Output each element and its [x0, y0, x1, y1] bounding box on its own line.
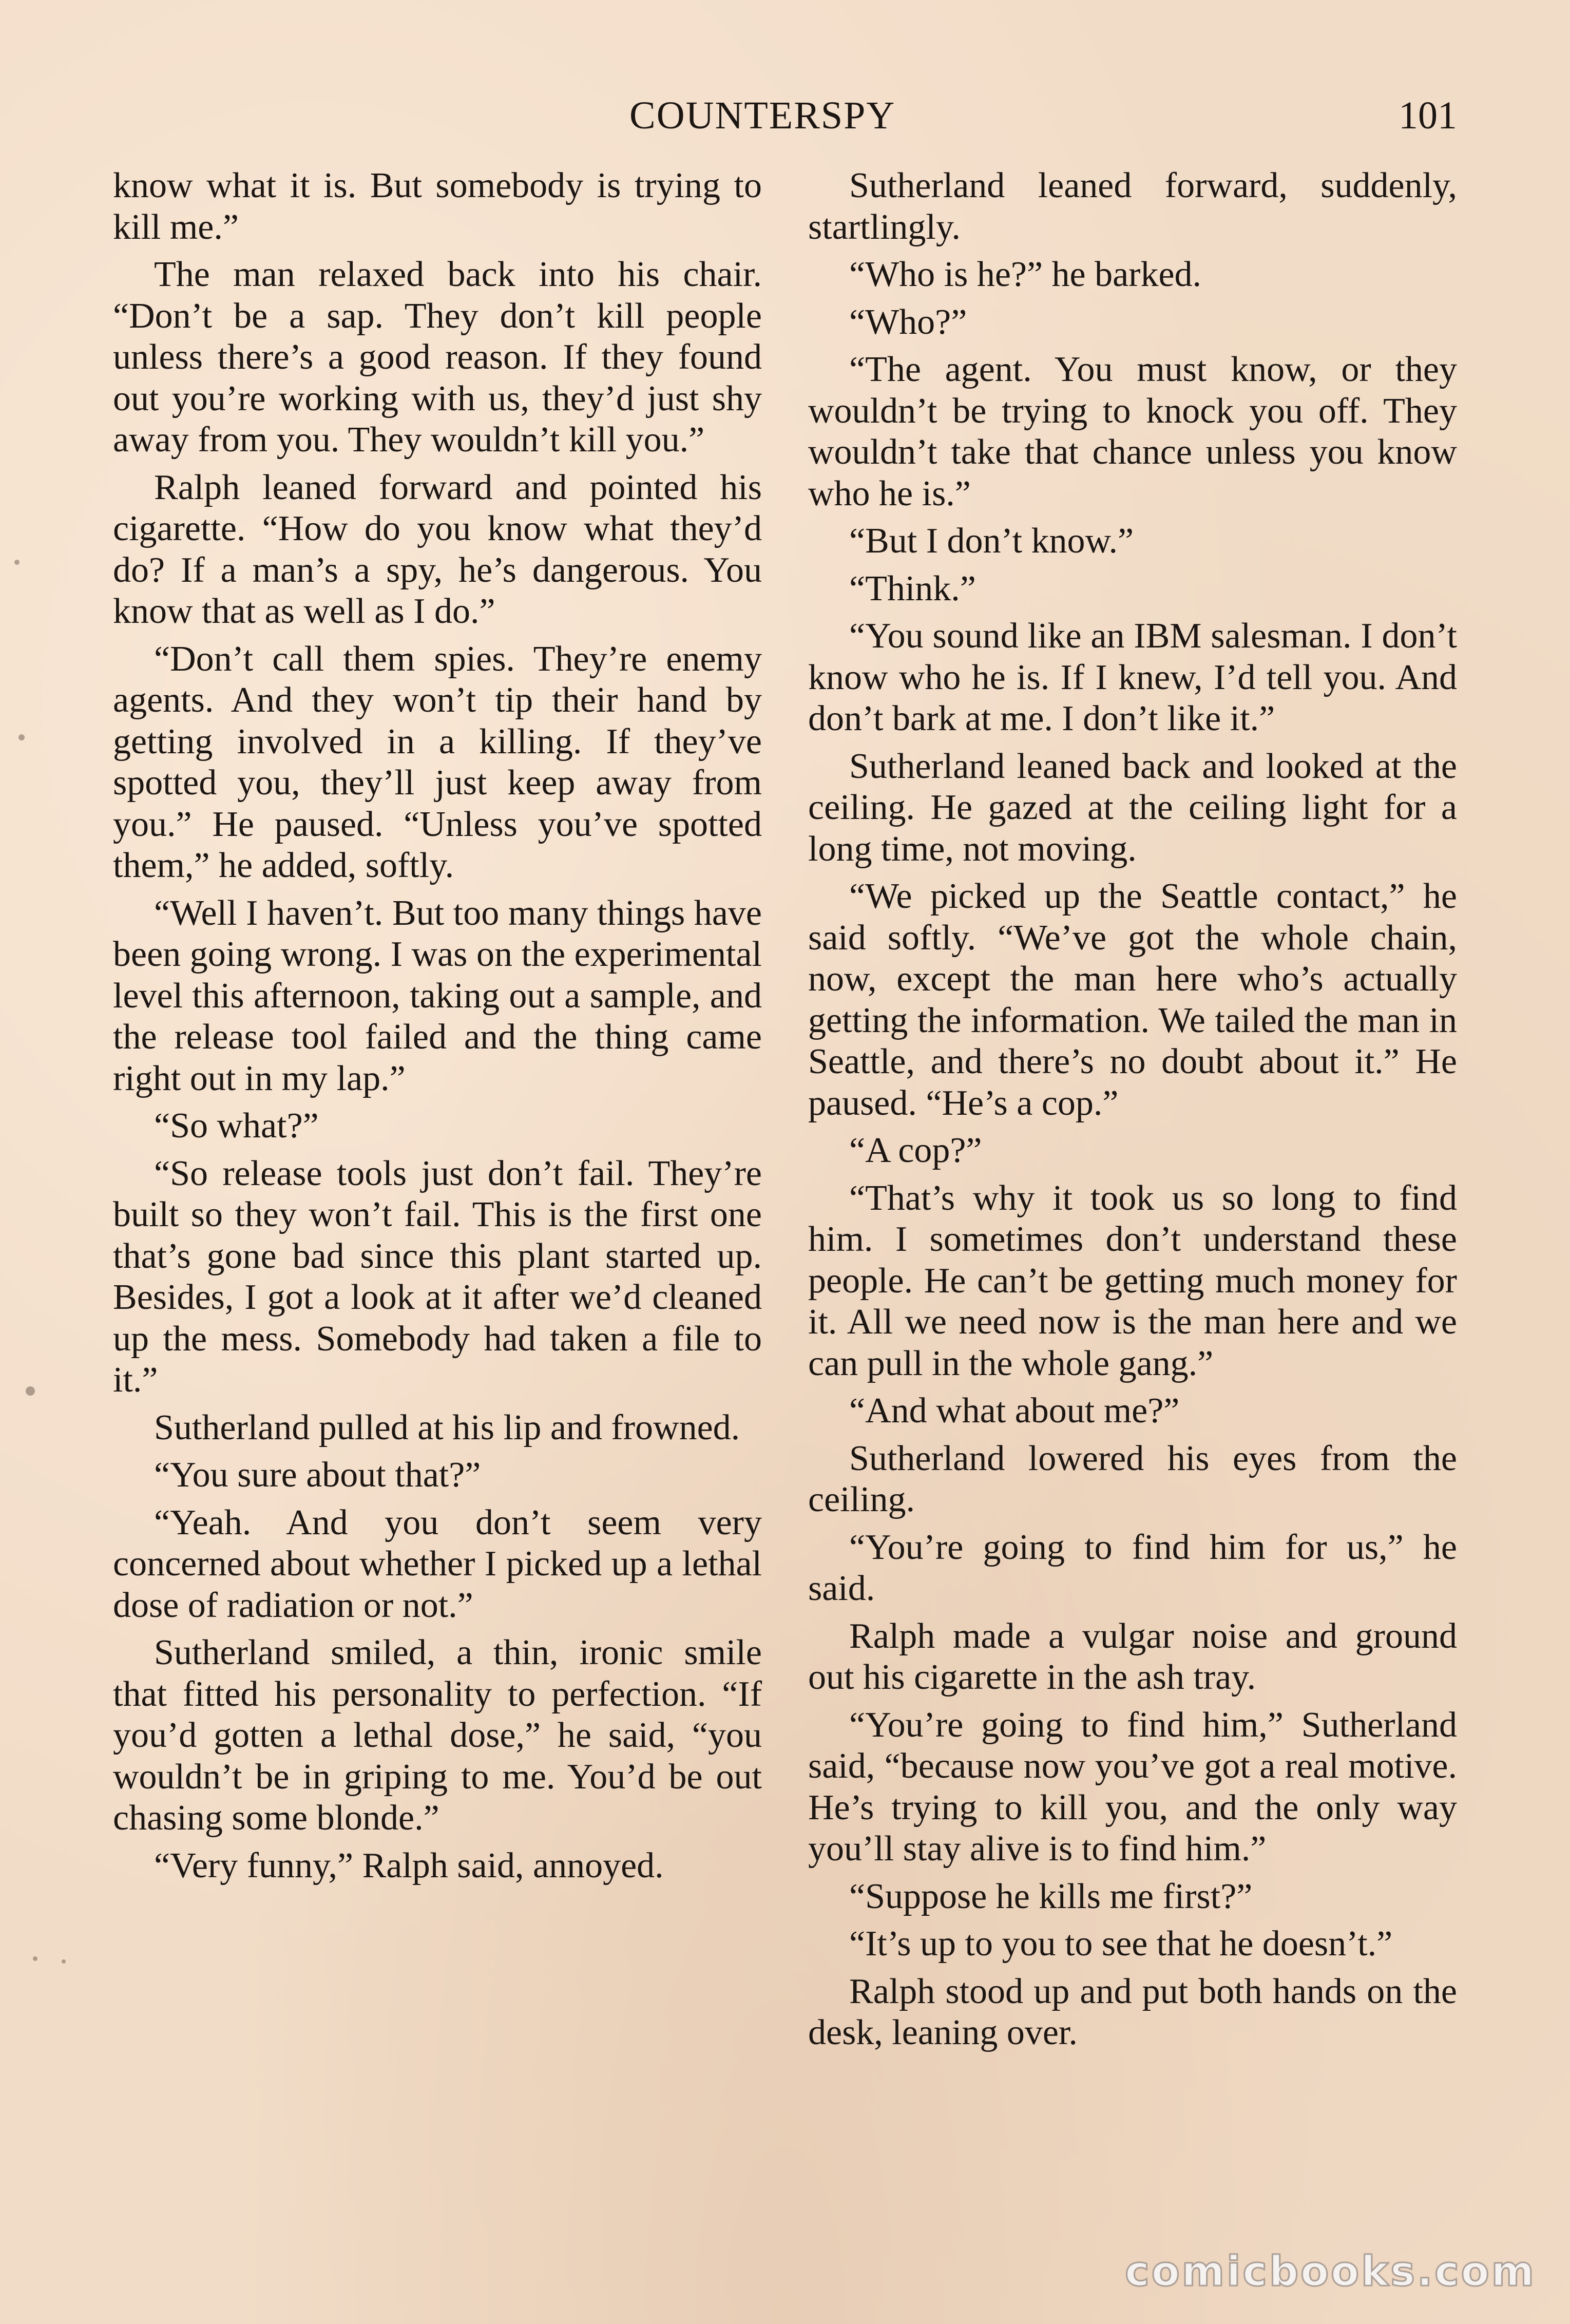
page-number: 101: [1399, 94, 1457, 137]
paragraph: “You sure about that?”: [154, 1455, 481, 1495]
paragraph: “Who is he?” he barked.: [849, 255, 1202, 294]
paragraph: Sutherland leaned forward, suddenly, startlingly.: [808, 166, 1457, 247]
paragraph: “And what about me?”: [849, 1391, 1180, 1431]
paragraph: “The agent. You must know, or they wouldn’t be trying to knock you off. They wouldn’t take that chance unless you know who he is.”: [808, 350, 1457, 513]
paragraph: “It’s up to you to see that he doesn’t.”: [849, 1924, 1393, 1964]
paragraph: “You’re going to find him for us,” he said.: [808, 1527, 1457, 1608]
paragraph: “Don’t call them spies. They’re enemy agents. And they won’t tip their hand by getting involved in a killing. If they’ve spotted you, they’ll just keep away from you.” He paused. “Unless you’ve spotted them,” he added, softly.: [113, 639, 762, 885]
paragraph: “You’re going to find him,” Sutherland said, “because now you’ve got a real motive. He’s trying to kill you, and the only way you’ll stay alive is to find him.”: [808, 1705, 1457, 1869]
paragraph: “You sound like an IBM salesman. I don’t know who he is. If I knew, I’d tell you. And don’t bark at me. I don’t like it.”: [808, 616, 1457, 738]
paragraph: Sutherland leaned back and looked at the ceiling. He gazed at the ceiling light for a long time, not moving.: [808, 746, 1457, 869]
paragraph: “Yeah. And you don’t seem very concerned about whether I picked up a lethal dose of radiation or not.”: [113, 1502, 762, 1625]
paragraph: Ralph stood up and put both hands on the desk, leaning over.: [808, 1971, 1457, 2052]
paragraph: Sutherland lowered his eyes from the ceiling.: [808, 1438, 1457, 1519]
paragraph: “So release tools just don’t fail. They’re built so they won’t fail. This is the first one that’s gone bad since this plant started up. Besides, I got a look at it after we’d cleaned up the mess. Somebody had taken a file to it.”: [113, 1153, 762, 1400]
paragraph: “That’s why it took us so long to find him. I sometimes don’t understand these people. He can’t be getting much money for it. All we need now is the man here and we can pull in the whole gang.”: [808, 1178, 1457, 1383]
left-column: [113, 165, 762, 1893]
paragraph: “Suppose he kills me first?”: [849, 1876, 1253, 1916]
paper-speck: [14, 560, 20, 565]
paragraph: “But I don’t know.”: [849, 521, 1134, 561]
right-column: [808, 165, 1457, 2060]
watermark: comicbooks.com: [1125, 2247, 1536, 2295]
paper-speck: [62, 1959, 66, 1964]
paragraph: Ralph made a vulgar noise and ground out his cigarette in the ash tray.: [808, 1616, 1457, 1697]
paragraph: Sutherland pulled at his lip and frowned.: [154, 1407, 740, 1447]
paragraph: “Who?”: [849, 302, 967, 342]
paper-speck: [18, 734, 25, 740]
running-head: [0, 87, 1570, 144]
paragraph: “Think.”: [849, 568, 976, 608]
paragraph: Ralph leaned forward and pointed his cigarette. “How do you know what they’d do? If a man’s a spy, he’s dangerous. You know that as well as I do.”: [113, 467, 762, 631]
paragraph: “A cop?”: [849, 1131, 982, 1170]
paragraph: Sutherland smiled, a thin, ironic smile that fitted his personality to perfection. “If you’d gotten a lethal dose,” he said, “you wouldn’t be in griping to me. You’d be out chasing some blonde.”: [113, 1633, 762, 1838]
running-title: COUNTERSPY: [629, 94, 896, 137]
paragraph: “So what?”: [154, 1106, 319, 1146]
paragraph: The man relaxed back into his chair. “Don’t be a sap. They don’t kill people unless there’s a good reason. If they found out you’re working with us, they’d just shy away from you. They wouldn’t kill you.”: [113, 255, 762, 460]
paragraph: “Very funny,” Ralph said, annoyed.: [154, 1845, 664, 1885]
paper-speck: [33, 1956, 37, 1961]
paper-speck: [26, 1386, 35, 1396]
paragraph: “We picked up the Seattle contact,” he said softly. “We’ve got the whole chain, now, except the man here who’s actually getting the information. We tailed the man in Seattle, and there’s no doubt about it.” He paused. “He’s a cop.”: [808, 877, 1457, 1123]
paragraph: know what it is. But somebody is trying to kill me.”: [113, 166, 762, 247]
paragraph: “Well I haven’t. But too many things have been going wrong. I was on the experimental level this afternoon, taking out a sample, and the release tool failed and the thing came right out in my lap.”: [113, 893, 762, 1098]
paper-speck: [1225, 1761, 1229, 1765]
